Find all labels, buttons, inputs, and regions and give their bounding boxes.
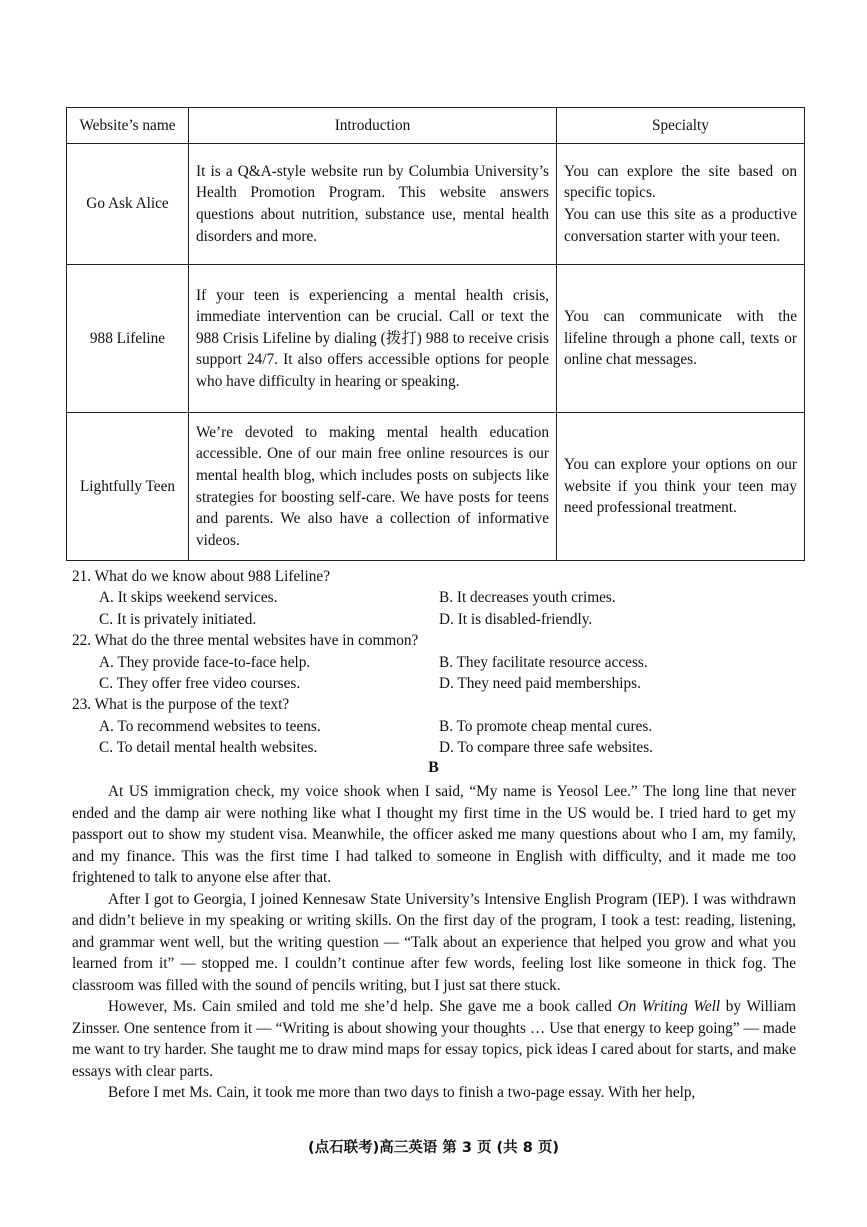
specialty-text: You can explore the site based on specific topics. xyxy=(564,162,797,202)
option-a: A. To recommend websites to teens. xyxy=(99,717,321,735)
reading-passage xyxy=(72,781,796,1104)
option-c: C. They offer free video courses. xyxy=(99,675,301,693)
option-c: C. It is privately initiated. xyxy=(99,610,257,628)
option-b: B. They facilitate resource access. xyxy=(439,653,648,671)
header-introduction: Introduction xyxy=(189,108,557,144)
specialty-cell xyxy=(557,265,805,413)
option-d: D. To compare three safe websites. xyxy=(439,739,653,757)
paragraph: After I got to Georgia, I joined Kennesaw State University’s Intensive English Program (IEP). I was withdrawn and didn’t believe in my speaking or writing skills. On the first day of the program, I took a test: reading, listening, and grammar went well, but the writing question — “Talk about an experience that helped you grow and what you learned from it” — stopped me. I couldn’t continue after few words, feeling lost like someone in thick fog. The classroom was filled with the sound of pencils writing, but I just sat there stuck. xyxy=(72,890,796,994)
paragraph-text: by William Zinsser. One sentence from it — “Writing is about showing your thoughts … Use that energy to keep going” — made me want to try harder. She taught me to draw mind maps for essay topics, pick ideas I cared about for starts, and make essays with clear parts. xyxy=(72,998,797,1080)
specialty-text: You can communicate with the lifeline through a phone call, texts or online chat messages. xyxy=(564,308,797,369)
option-d: D. They need paid memberships. xyxy=(439,675,641,693)
introduction-cell xyxy=(189,265,557,413)
book-title: On Writing Well xyxy=(617,998,721,1015)
question-stem: 23. What is the purpose of the text? xyxy=(72,696,290,714)
paragraph: Before I met Ms. Cain, it took me more than two days to finish a two-page essay. With her help, xyxy=(108,1084,696,1101)
introduction-text: We’re devoted to making mental health education accessible. One of our main free online resources is our mental health blog, which includes posts on subjects like strategies for boosting self-care. We have posts for teens and parents. We also have a collection of informative videos. xyxy=(196,423,549,549)
header-website-name: Website’s name xyxy=(67,108,189,144)
option-row xyxy=(72,716,812,737)
option-d: D. It is disabled-friendly. xyxy=(439,610,593,628)
header-specialty: Specialty xyxy=(557,108,805,144)
introduction-cell xyxy=(189,413,557,561)
website-name-cell: Go Ask Alice xyxy=(67,144,189,265)
option-row xyxy=(72,673,812,694)
question-23 xyxy=(72,694,812,758)
question-22 xyxy=(72,630,812,694)
introduction-text: If your teen is experiencing a mental health crisis, immediate intervention can be crucial. Call or text the 988 Crisis Lifeline by dialing (拨打) 988 to receive crisis support 24/7. It also offers accessible options for people who have difficulty in hearing or speaking. xyxy=(196,286,549,390)
table-row xyxy=(67,144,805,265)
paragraph xyxy=(72,996,796,1082)
question-21 xyxy=(72,566,812,630)
question-stem: 21. What do we know about 988 Lifeline? xyxy=(72,568,331,585)
questions-block xyxy=(72,566,812,759)
paragraph-text: However, Ms. Cain smiled and told me she’d help. She gave me a book called xyxy=(108,998,618,1015)
section-heading: B xyxy=(428,759,439,776)
introduction-text: It is a Q&A-style website run by Columbia University’s Health Promotion Program. This website answers questions about nutrition, substance use, mental health disorders and more. xyxy=(196,162,549,245)
specialty-text: You can use this site as a productive conversation starter with your teen. xyxy=(564,206,797,245)
website-name-cell: 988 Lifeline xyxy=(67,265,189,413)
specialty-cell xyxy=(557,413,805,561)
table-row xyxy=(67,413,805,561)
websites-table xyxy=(66,107,805,561)
option-row xyxy=(72,609,812,630)
option-a: A. It skips weekend services. xyxy=(99,589,278,607)
option-row xyxy=(72,652,812,673)
page-footer: (点石联考)高三英语 第 3 页 (共 8 页) xyxy=(308,1140,559,1156)
option-row xyxy=(72,737,812,758)
option-b: B. To promote cheap mental cures. xyxy=(439,717,653,735)
paragraph: At US immigration check, my voice shook when I said, “My name is Yeosol Lee.” The long line that never ended and the damp air were nothing like what I thought my first time in the US would be. I tried hard to get my passport out to show my student visa. Meanwhile, the officer asked me many questions about who I am, my family, and my finance. This was the first time I had talked to someone in English with difficulty, and it made me too frightened to talk to anyone else after that. xyxy=(72,783,796,886)
specialty-text: You can explore your options on our website if you think your teen may need professional treatment. xyxy=(564,456,797,517)
question-stem: 22. What do the three mental websites have in common? xyxy=(72,632,419,650)
option-a: A. They provide face-to-face help. xyxy=(99,653,311,671)
specialty-cell xyxy=(557,144,805,265)
website-name-cell: Lightfully Teen xyxy=(67,413,189,561)
table-header-row xyxy=(67,108,805,144)
table-row xyxy=(67,265,805,413)
option-b: B. It decreases youth crimes. xyxy=(439,589,616,607)
option-c: C. To detail mental health websites. xyxy=(99,739,318,757)
option-row xyxy=(72,587,812,608)
introduction-cell xyxy=(189,144,557,265)
